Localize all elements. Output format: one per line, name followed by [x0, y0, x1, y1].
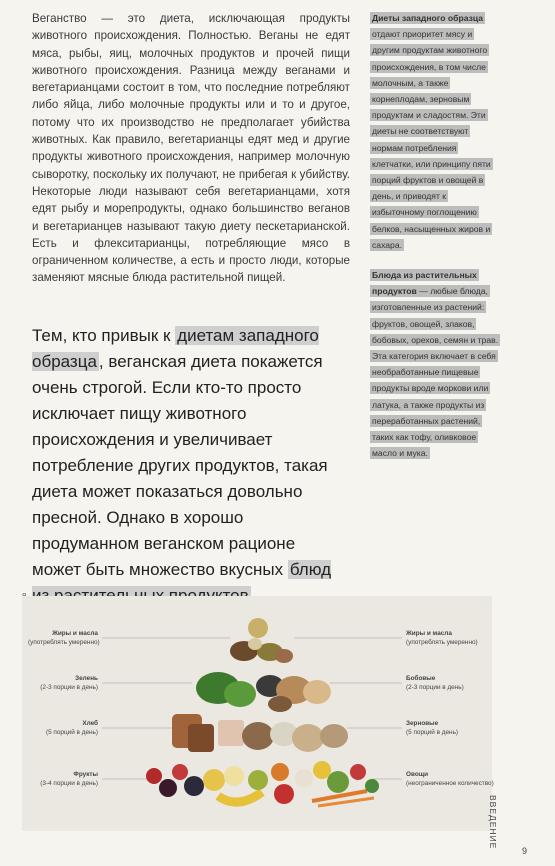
lead-part-2: , веганская диета покажется очень строгой. Если кто-то просто исключает пищу животного происхождения и увеличивает потребление других продуктов, такая диета может показаться довольно пресной. Однако в хорошо продуманном веганском рационе может быть множество вкусных — [32, 352, 328, 579]
intro-text — [32, 10, 350, 287]
label-right-vegetables: Овощи (неограниченное количество) — [406, 771, 494, 787]
highlight-plant-based-dishes: блюд — [32, 560, 331, 605]
glossary-entry-western-diets — [370, 10, 500, 253]
label-left-fruits: Фрукты (3-4 порции в день) — [40, 771, 98, 787]
food-pyramid-figure — [22, 596, 492, 831]
glossary-def-western-diets: отдают приоритет мясу и другим продуктам животного происхождения, в том числе молочным, а также корнеплодам, зерновым продуктам и сладостям. Эти диеты не соответствуют нормам потребления клетчатки, или принципу пяти порций фруктов и овощей в день, и приводят к избыточному поглощению белков, насыщенных жиров и сахара. — [372, 29, 491, 250]
glossary-def-plant-dishes: — любые блюда, изготовленные из растений: фруктов, овощей, злаков, бобовых, орехов, семян и трав. Эта категория включает в себя необработанные пищевые продукты вроде моркови или латука, а также продукты из переработанных растений, таких как тофу, оливковое масло и мука. — [372, 286, 499, 459]
lead-part-1: Тем, кто привык к — [32, 326, 176, 345]
pyramid-tier-fruits-vegetables — [146, 761, 379, 806]
label-right-legumes: Бобовые (2-3 порции в день) — [406, 675, 464, 691]
label-left-fats: Жиры и масла (употреблять умеренно) — [28, 630, 100, 646]
label-right-grains: Зерновые (5 порций в день) — [406, 720, 459, 736]
intro-paragraph: Веганство — это диета, исключающая продукты животного происхождения. Полностью. Веганы не едят мяса, рыбы, яиц, молочных продуктов и прочей пищи животного происхождения. Разница между веганами и вегетарианцами состоит в том, что последние потребляют либо яйца, либо молочные продукты или и то и другое, потому что их производство не предполагает убийства животных. Как правило, вегетарианцы едят мед и другие продукты животного происхождения, например молочную сыворотку, поскольку их получают, не прибегая к убийству. Некоторые люди называют себя вегетарианцами, хотя едят рыбу и морепродукты, однако большинство веганов и вегетарианцев называют такую диету пескетарианской. Есть и флекситарианцы, потребляющие мясо в ограниченном количестве, а есть и просто люди, которые заменяют мясные блюда растительной пищей. — [32, 12, 350, 285]
glossary-entry-plant-dishes — [370, 267, 500, 461]
pyramid-tier-fats — [230, 618, 293, 663]
label-left-greens: Зелень (2-3 порции в день) — [40, 675, 98, 691]
section-running-head: ВВЕДЕНИЕ — [488, 795, 498, 850]
label-left-bread: Хлеб (5 порций в день) — [45, 720, 98, 736]
label-right-fats: Жиры и масла (употреблять умеренно) — [406, 630, 478, 646]
pyramid-tier-greens-legumes — [196, 672, 331, 712]
glossary-term-plant-dishes: Блюда из растительных продуктов — [372, 270, 477, 297]
glossary-sidebar — [370, 10, 500, 475]
lead-paragraph — [32, 323, 332, 609]
glossary-term-western-diets: Диеты западного образца — [372, 13, 484, 23]
pyramid-tier-bread-grains — [172, 714, 348, 752]
page-number: 9 — [522, 846, 528, 856]
highlight-western-diets: диетам западного образца — [32, 326, 319, 371]
lead-text — [32, 323, 332, 609]
